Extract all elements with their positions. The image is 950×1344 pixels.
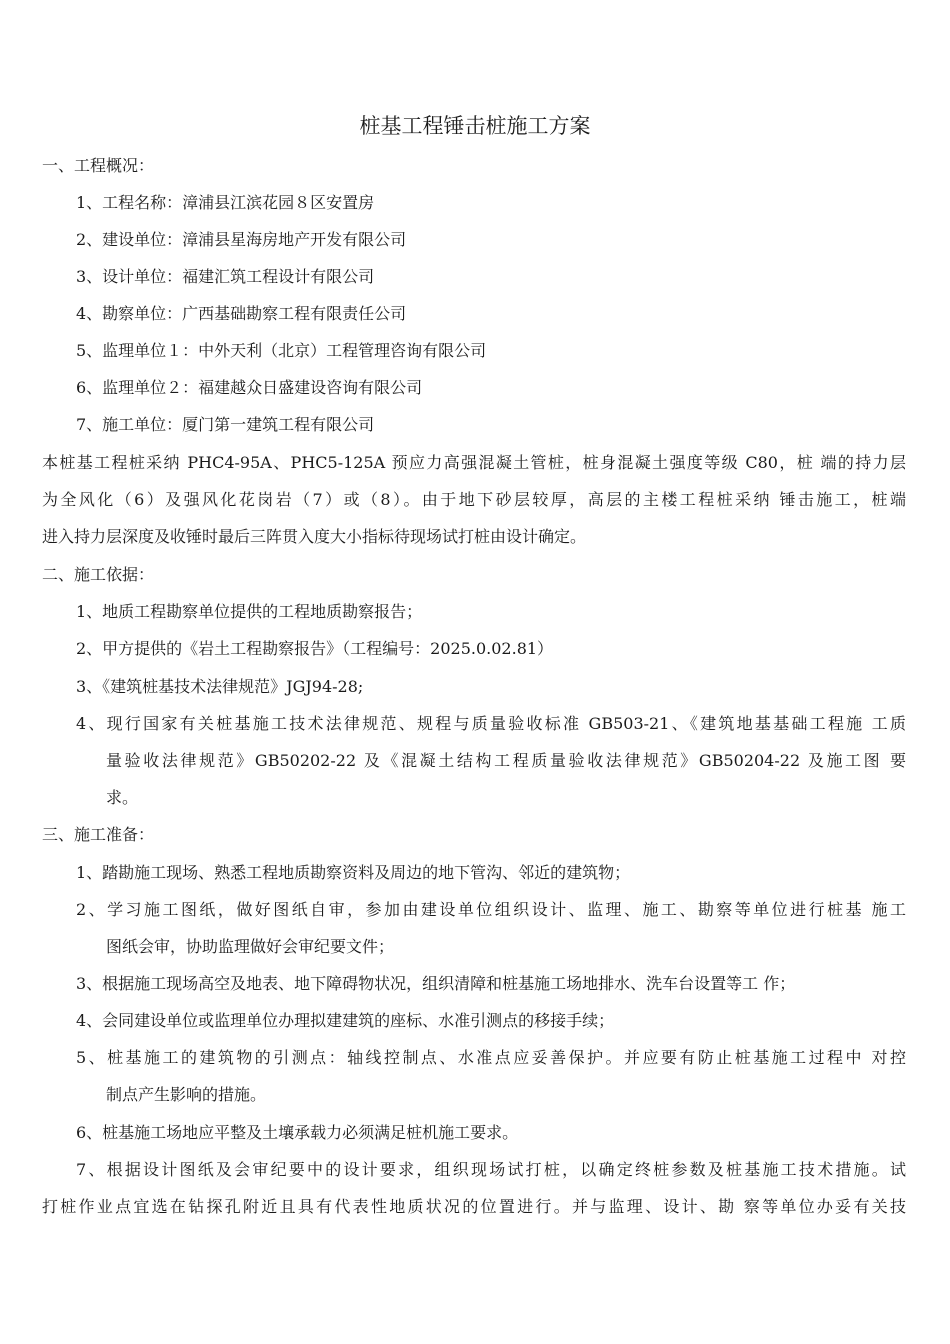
section-heading-overview: 一、工程概况： <box>42 156 155 175</box>
item-line: 量验收法律规范》GB50202-22 及《混凝土结构工程质量验收法律规范》GB50204-22 及施工图 要 <box>106 751 906 770</box>
overview-paragraph <box>42 451 906 562</box>
item-line: 5、桩基施工的建筑物的引测点：轴线控制点、水准点应妥善保护。并应要有防止桩基施工过程中 对控 <box>76 1048 906 1067</box>
list-item <box>76 712 906 749</box>
list-item: 1、工程名称：漳浦县江滨花园８区安置房 <box>76 193 375 212</box>
item-continuation <box>106 749 906 786</box>
list-item: 1、地质工程勘察单位提供的工程地质勘察报告； <box>76 602 423 621</box>
list-item: 2、建设单位：漳浦县星海房地产开发有限公司 <box>76 230 407 249</box>
list-item <box>76 898 906 935</box>
list-item: 3、《建筑桩基技术法律规范》JGJ94-28; <box>76 677 364 696</box>
list-item: 7、施工单位：厦门第一建筑工程有限公司 <box>76 415 375 434</box>
list-item: 4、会同建设单位或监理单位办理拟建建筑的座标、水准引测点的移接手续； <box>76 1011 615 1030</box>
list-item: 1、踏勘施工现场、熟悉工程地质勘察资料及周边的地下管沟、邻近的建筑物； <box>76 863 631 882</box>
paragraph-line: 为全风化（6）及强风化花岗岩（7）或（8）。由于地下砂层较厚，高层的主楼工程桩采纳 锤击施工，桩端 <box>42 490 906 509</box>
paragraph-line: 本桩基工程桩采纳 PHC4-95A、PHC5-125A 预应力高强混凝土管桩，桩身混凝土强度等级 C80，桩 端的持力层 <box>42 453 906 472</box>
item-line: 7、根据设计图纸及会审纪要中的设计要求，组织现场试打桩，以确定终桩参数及桩基施工技术措施。试 <box>76 1160 906 1179</box>
item-line: 求。 <box>106 788 139 807</box>
list-item: 6、桩基施工场地应平整及土壤承载力必须满足桩机施工要求。 <box>76 1123 519 1142</box>
item-line: 制点产生影响的措施。 <box>106 1085 267 1104</box>
section-heading-basis: 二、施工依据： <box>42 565 155 584</box>
list-item <box>76 1046 906 1083</box>
item-line: 打桩作业点宜选在钻探孔附近且具有代表性地质状况的位置进行。并与监理、设计、勘 察等单位办妥有关技 <box>42 1197 906 1216</box>
list-item: 5、监理单位１：中外天利（北京）工程管理咨询有限公司 <box>76 341 487 360</box>
section-heading-preparation: 三、施工准备： <box>42 825 155 844</box>
list-item: 2、甲方提供的《岩土工程勘察报告》（工程编号：2025.0.02.81） <box>76 639 554 658</box>
page-title: 桩基工程锤击桩施工方案 <box>359 114 591 138</box>
list-item: 4、勘察单位：广西基础勘察工程有限责任公司 <box>76 304 407 323</box>
item-line: 4、现行国家有关桩基施工技术法律规范、规程与质量验收标准 GB503-21、《建筑地基基础工程施 工质 <box>76 714 906 733</box>
list-item: 3、设计单位：福建汇筑工程设计有限公司 <box>76 267 375 286</box>
list-item: 6、监理单位２：福建越众日盛建设咨询有限公司 <box>76 378 423 397</box>
paragraph-line: 进入持力层深度及收锤时最后三阵贯入度大小指标待现场试打桩由设计确定。 <box>42 527 587 546</box>
item-line: 图纸会审，协助监理做好会审纪要文件； <box>106 937 395 956</box>
item-line: 2、学习施工图纸，做好图纸自审，参加由建设单位组织设计、监理、施工、勘察等单位进行桩基 施工 <box>76 900 906 919</box>
list-item: 3、根据施工现场高空及地表、地下障碍物状况，组织清障和桩基施工场地排水、洗车台设置等工 作； <box>76 974 796 993</box>
list-item <box>76 1158 906 1195</box>
item-continuation <box>42 1195 906 1232</box>
